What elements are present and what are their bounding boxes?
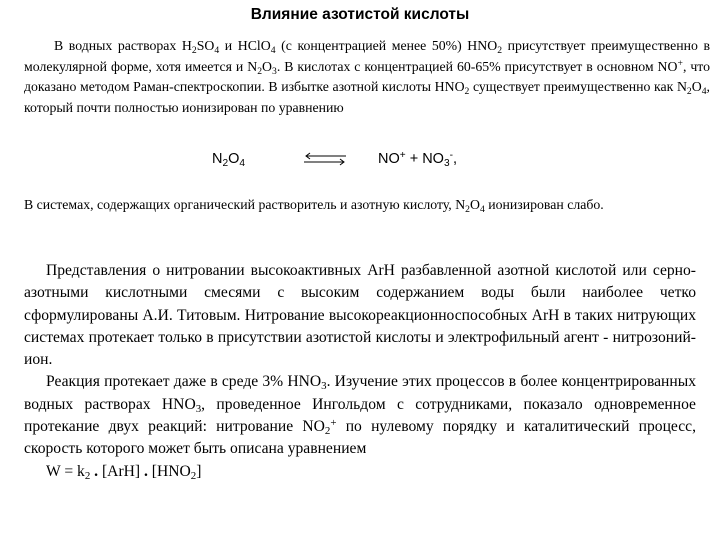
paragraph-nitrous-acid-forms: В водных растворах $H_2SO_4$ и HClO$_4$ (с концентрацией менее 50%) $HNO_2$ присутствует преимущественно в молекулярной форме, хотя имеется и $N_2O_3$. В кислотах с концентрацией 60-65% присутствует в основном NO+, что доказано методом Раман-спектроскопии. В избытке азотной кислоты $HNO_2$ существует преимущественно как $N_2O_4$, который почти полностью ионизирован по уравнению [24,38,711,115]
equation-products: $NO^+ + NO_3^-$, [378,150,457,169]
paragraph-nitration-mechanism: Представления о нитровании высокоактивных ArH разбавленной азотной кислотой или серно-азотными кислотными смесями с высоким содержанием воды были наиболее четко сформулированы А.И. Титовым. Нитрование высокореакционноспособных ArH в таких нитрующих системах протекает только в присутствии азотистой кислоты и электрофильный агент - нитрозоний-ион. Реакция протекает даже в среде 3% $HNO_3$. Изучение этих процессов в более концентрированных водных растворах $HNO_3$, проведенное Ингольдом с сотрудниками, показало одновременное протекание двух реакций: нитрование $NO_2^+$ по нулевому порядку и каталитический процесс, скорость которого может быть описана уравнением $W = k_2$ . [ArH] . $[HNO_2]$ [24,262,696,482]
rate-equation: $W = k_2$ . [ArH] . $[HNO_2]$ [46,462,202,482]
paragraph-organic-solvent: В системах, содержащих органический растворитель и азотную кислоту, $N_2O_4$ ионизирован слабо. [24,197,604,215]
equilibrium-arrow-icon [302,152,348,166]
equation-reactant: $N_2O_4$ [212,151,246,169]
page-title: Влияние азотистой кислоты [250,6,470,23]
titov-theory-text: Представления о нитровании высокоактивных ArH разбавленной азотной кислотой или серно-азотными кислотными смесями с высоким содержанием воды были наиболее четко сформулированы А.И. Титовым. Нитрование высокореакционноспособных ArH в таких нитрующих системах протекает только в присутствии азотистой кислоты и электрофильный агент - нитрозоний-ион. [24,262,696,369]
